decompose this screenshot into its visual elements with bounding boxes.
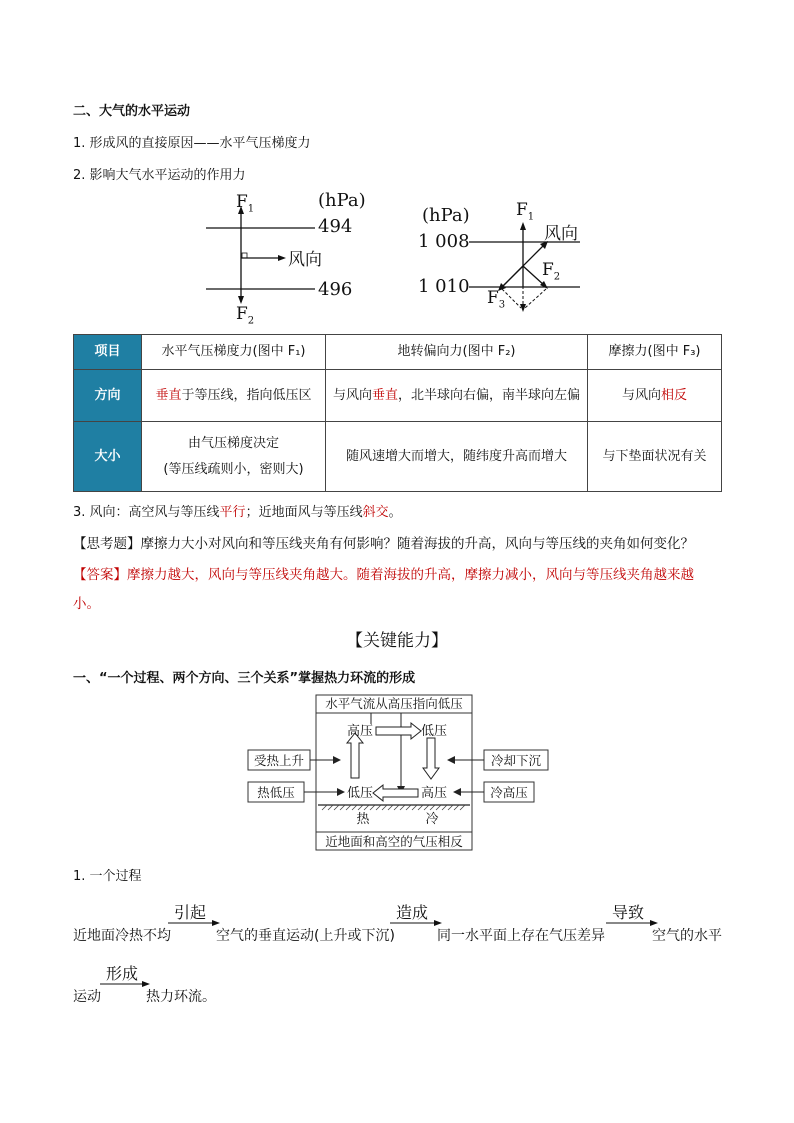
left-f2-label: $F_2$: [236, 304, 255, 327]
chain-text-4a: 空气的水平: [652, 928, 722, 944]
right-isobar-1010: 1 010: [418, 276, 470, 297]
answer-line-1: 【答案】摩擦力越大，风向与等压线夹角越大。随着海拔的升高，摩擦力减小，风向与等压线夹角越来越: [73, 567, 694, 583]
right-wind-label: 风向: [544, 224, 578, 244]
item-2: 2. 影响大气水平运动的作用力: [73, 168, 246, 183]
item-3: 3. 风向：高空风与等压线平行；近地面风与等压线斜交。: [73, 505, 402, 520]
key-ability-subtitle: 一、“一个过程、两个方向、三个关系”掌握热力环流的形成: [73, 671, 416, 686]
arrow-label-2: 造成: [396, 903, 429, 922]
circ-cold: 冷: [425, 812, 439, 827]
arrow-2: [388, 918, 444, 928]
row-label-size: 大小: [74, 422, 142, 492]
table-header-cell: 项目: [74, 335, 142, 370]
right-f1-label: $F_1$: [516, 200, 535, 223]
think-question: 【思考题】摩擦力大小对风向和等压线夹角有何影响？随着海拔的升高，风向与等压线的夹角如何变化？: [73, 536, 694, 552]
table-cell: 由气压梯度决定 (等压线疏则小，密则大): [142, 422, 326, 492]
item-1: 1. 形成风的直接原因——水平气压梯度力: [73, 136, 311, 151]
section-heading: 二、大气的水平运动: [73, 104, 191, 119]
left-isobar-494: 494: [318, 216, 353, 237]
circ-left-1: 受热上升: [253, 753, 305, 768]
circ-right-1: 冷却下沉: [490, 753, 542, 768]
table-header-cell: 地转偏向力(图中 F₂): [326, 335, 588, 370]
circ-low-upper: 低压: [420, 724, 448, 739]
arrow-4: [98, 979, 152, 989]
table-cell: 与下垫面状况有关: [588, 422, 722, 492]
table-cell: 垂直于等压线，指向低压区: [142, 370, 326, 422]
right-unit-label: (hPa): [422, 205, 470, 226]
table-header-cell: 水平气压梯度力(图中 F₁): [142, 335, 326, 370]
left-unit-label: (hPa): [318, 190, 366, 211]
thermal-circulation-diagram: [246, 693, 552, 855]
chain-text-1: 近地面冷热不均: [73, 928, 171, 944]
table-cell: 随风速增大而增大，随纬度升高而增大: [326, 422, 588, 492]
chain-text-2: 空气的垂直运动(上升或下沉): [216, 928, 395, 944]
circ-high-upper: 高压: [346, 724, 374, 739]
circ-low-lower: 低压: [346, 786, 374, 801]
arrow-1: [166, 918, 222, 928]
circ-hot: 热: [356, 812, 370, 827]
right-f3-label: $F_3$: [487, 288, 506, 311]
circ-high-lower: 高压: [420, 786, 448, 801]
key-ability-title: 【关键能力】: [346, 631, 448, 651]
table-row: [74, 335, 722, 370]
circ-left-2: 热低压: [257, 785, 295, 800]
table-row: [74, 422, 722, 492]
arrow-label-1: 引起: [174, 903, 207, 922]
table-row: [74, 370, 722, 422]
arrow-label-4: 形成: [106, 964, 139, 983]
chain-text-4b: 运动: [73, 989, 101, 1005]
forces-table: [73, 334, 722, 492]
arrow-label-3: 导致: [612, 903, 645, 922]
left-wind-label: 风向: [288, 250, 322, 270]
table-cell: 与风向垂直，北半球向右偏，南半球向左偏: [326, 370, 588, 422]
circ-bottom-label: 近地面和高空的气压相反: [325, 834, 463, 849]
answer-line-2: 小。: [73, 596, 100, 612]
table-cell: 与风向相反: [588, 370, 722, 422]
left-f1-label: $F_1$: [236, 192, 255, 215]
circ-top-label: 水平气流从高压指向低压: [325, 696, 463, 711]
right-f2-label: $F_2$: [542, 260, 561, 283]
chain-text-5: 热力环流。: [146, 989, 216, 1005]
process-title: 1. 一个过程: [73, 869, 142, 884]
row-label-direction: 方向: [74, 370, 142, 422]
right-isobar-1008: 1 008: [418, 231, 470, 252]
table-header-cell: 摩擦力(图中 F₃): [588, 335, 722, 370]
circ-right-2: 冷高压: [490, 785, 528, 800]
chain-text-3: 同一水平面上存在气压差异: [437, 928, 605, 944]
left-isobar-496: 496: [318, 279, 353, 300]
force-diagram-left: [200, 190, 370, 330]
